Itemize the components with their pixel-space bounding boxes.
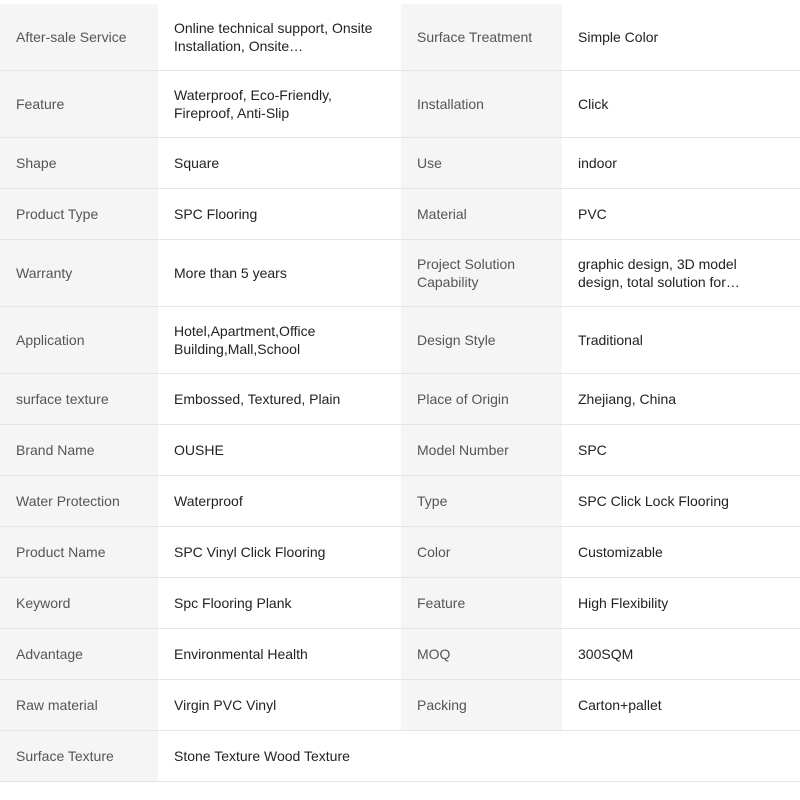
table-row: [0, 307, 800, 374]
table-row: [0, 240, 800, 307]
attribute-value: Carton+pallet: [562, 680, 800, 731]
table-row: [0, 425, 800, 476]
attribute-value: Simple Color: [562, 4, 800, 71]
attribute-value: Zhejiang, China: [562, 374, 800, 425]
table-row: [0, 476, 800, 527]
table-row: [0, 138, 800, 189]
attribute-value: Spc Flooring Plank: [158, 578, 401, 629]
attribute-value: indoor: [562, 138, 800, 189]
attribute-value: Customizable: [562, 527, 800, 578]
attribute-value: Traditional: [562, 307, 800, 374]
attribute-label: [401, 731, 562, 782]
table-row: [0, 629, 800, 680]
attribute-label: Water Protection: [0, 476, 158, 527]
attribute-label: Raw material: [0, 680, 158, 731]
attribute-label: Project Solution Capability: [401, 240, 562, 307]
product-attributes-table: [0, 4, 800, 782]
table-row: [0, 731, 800, 782]
attribute-value: PVC: [562, 189, 800, 240]
table-row: [0, 527, 800, 578]
attribute-value: Square: [158, 138, 401, 189]
table-row: [0, 71, 800, 138]
attribute-value: Online technical support, Onsite Installation, Onsite…: [158, 4, 401, 71]
table-row: [0, 189, 800, 240]
attribute-value: SPC Vinyl Click Flooring: [158, 527, 401, 578]
attribute-label: After-sale Service: [0, 4, 158, 71]
attribute-label: Surface Texture: [0, 731, 158, 782]
attribute-label: surface texture: [0, 374, 158, 425]
table-row: [0, 374, 800, 425]
attribute-value: [562, 731, 800, 782]
attribute-value: Waterproof: [158, 476, 401, 527]
attribute-label: Color: [401, 527, 562, 578]
attribute-label: Warranty: [0, 240, 158, 307]
attribute-label: Feature: [401, 578, 562, 629]
attribute-label: Model Number: [401, 425, 562, 476]
attribute-value: Waterproof, Eco-Friendly, Fireproof, Anti-Slip: [158, 71, 401, 138]
attribute-value: Virgin PVC Vinyl: [158, 680, 401, 731]
attribute-label: Keyword: [0, 578, 158, 629]
attribute-label: Brand Name: [0, 425, 158, 476]
attribute-value: OUSHE: [158, 425, 401, 476]
attribute-value: Embossed, Textured, Plain: [158, 374, 401, 425]
attribute-value: More than 5 years: [158, 240, 401, 307]
attribute-value: Stone Texture Wood Texture: [158, 731, 401, 782]
attribute-label: Use: [401, 138, 562, 189]
table-row: [0, 578, 800, 629]
attribute-value: SPC: [562, 425, 800, 476]
attribute-label: Installation: [401, 71, 562, 138]
attribute-value: graphic design, 3D model design, total solution for…: [562, 240, 800, 307]
attribute-value: High Flexibility: [562, 578, 800, 629]
attribute-label: Application: [0, 307, 158, 374]
table-row: [0, 4, 800, 71]
attribute-value: Click: [562, 71, 800, 138]
attribute-label: Material: [401, 189, 562, 240]
attribute-label: Packing: [401, 680, 562, 731]
attribute-value: Environmental Health: [158, 629, 401, 680]
attribute-label: Product Name: [0, 527, 158, 578]
table-row: [0, 680, 800, 731]
attribute-value: SPC Flooring: [158, 189, 401, 240]
attribute-value: SPC Click Lock Flooring: [562, 476, 800, 527]
attribute-label: Surface Treatment: [401, 4, 562, 71]
attribute-label: MOQ: [401, 629, 562, 680]
attribute-label: Place of Origin: [401, 374, 562, 425]
attribute-label: Design Style: [401, 307, 562, 374]
attribute-label: Shape: [0, 138, 158, 189]
attribute-label: Type: [401, 476, 562, 527]
attribute-value: Hotel,Apartment,Office Building,Mall,School: [158, 307, 401, 374]
attribute-label: Product Type: [0, 189, 158, 240]
attribute-label: Feature: [0, 71, 158, 138]
attribute-value: 300SQM: [562, 629, 800, 680]
attribute-label: Advantage: [0, 629, 158, 680]
